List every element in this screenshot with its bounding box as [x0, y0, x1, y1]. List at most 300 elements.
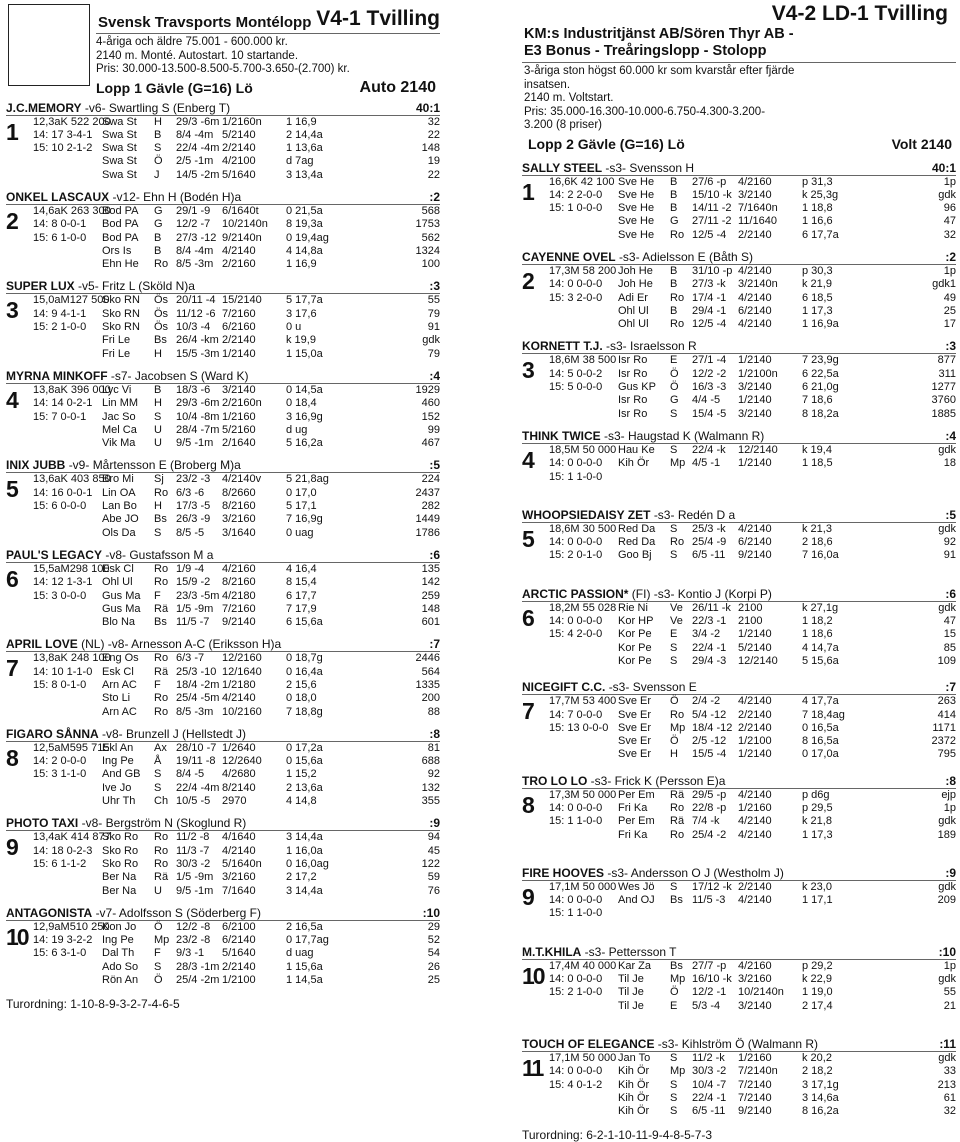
date-cell: 12/2 -1 — [692, 986, 727, 999]
odds-cell: 209 — [937, 894, 956, 907]
start-row — [522, 176, 956, 189]
start-distance-cell: 4/2140 — [738, 815, 772, 828]
record-cell: 15: 6 0-0-0 — [33, 500, 87, 513]
track-cell: B — [154, 383, 162, 396]
driver-cell: Rön An — [102, 974, 139, 987]
odds-cell: 61 — [943, 1091, 956, 1104]
date-cell: 16/10 -k — [692, 973, 732, 986]
result-cell: 7 23,9g — [802, 354, 839, 367]
horse-name: ARCTIC PASSION* — [522, 586, 629, 601]
record-cell — [522, 829, 618, 842]
horse-entry — [6, 548, 440, 629]
horse-info: -s3- Israelsson R — [606, 339, 697, 354]
driver-cell: Ohl Ul — [618, 318, 649, 331]
record-cell: 14: 10 1-1-0 — [33, 665, 93, 678]
date-cell: 27/6 -p — [692, 175, 727, 188]
start-row — [6, 116, 440, 129]
start-distance-cell: 8/2660 — [222, 486, 256, 499]
odds-cell: 45 — [427, 844, 440, 857]
date-cell: 29/4 -1 — [692, 304, 727, 317]
driver-cell: Bod PA — [102, 218, 139, 231]
odds-cell: 263 — [937, 695, 956, 708]
result-cell: k 21,3 — [802, 522, 832, 535]
odds-cell: 213 — [937, 1078, 956, 1091]
driver-cell: Sve He — [618, 188, 655, 201]
horse-entry — [6, 906, 440, 987]
driver-cell: Ors Is — [102, 244, 132, 257]
driver-cell — [618, 471, 670, 484]
start-distance-cell: 1/2140 — [738, 748, 772, 761]
date-cell: 15/5 -3m — [176, 347, 220, 360]
date-cell: 25/3 -10 — [176, 665, 217, 678]
start-distance-cell: 10/2140n — [222, 218, 268, 231]
result-cell: 6 21,0g — [802, 381, 839, 394]
horse-header — [522, 680, 956, 695]
start-row — [6, 142, 440, 155]
odds-cell: 32 — [943, 228, 956, 241]
record-cell: 14: 8 0-0-1 — [33, 218, 87, 231]
horse-odds: :11 — [939, 1036, 956, 1051]
result-cell: 7 18,6 — [802, 394, 833, 407]
odds-cell: 601 — [421, 616, 440, 629]
start-row — [6, 397, 440, 410]
start-row — [6, 218, 440, 231]
result-cell: 8 19,3a — [286, 218, 323, 231]
start-distance-cell: 1/2140 — [738, 628, 772, 641]
start-distance-cell: 12/2160 — [222, 652, 262, 665]
record-cell — [6, 692, 102, 705]
start-distance-cell: 1/2140 — [738, 394, 772, 407]
race-1-horse-list — [6, 101, 440, 988]
track-cell: Ro — [154, 692, 169, 705]
driver-cell: Sve Er — [618, 721, 652, 734]
start-row — [6, 487, 440, 500]
date-cell: 11/3 -7 — [176, 844, 210, 857]
result-cell: 5 17,1 — [286, 500, 317, 513]
record-cell: 17,1M 50 000 — [549, 1051, 617, 1064]
driver-cell: And OJ — [618, 894, 655, 907]
start-distance-cell: 4/2140 — [738, 788, 772, 801]
result-cell: 1 17,3 — [802, 828, 833, 841]
driver-cell: Kih Ör — [618, 1091, 650, 1104]
date-cell: 5/3 -4 — [692, 999, 721, 1012]
start-row — [522, 381, 956, 394]
track-cell: G — [154, 204, 163, 217]
odds-cell: 92 — [943, 536, 956, 549]
track-cell: Bs — [670, 894, 683, 907]
record-cell: 18,5M 50 000 — [549, 443, 617, 456]
track-cell: U — [154, 423, 162, 436]
result-cell: 4 14,7a — [802, 641, 839, 654]
start-row — [6, 692, 440, 705]
driver-cell: Adi Er — [618, 291, 648, 304]
odds-cell: 564 — [421, 665, 440, 678]
horse-name: M.T.KHILA — [522, 944, 582, 959]
record-cell: 15: 6 3-1-0 — [33, 947, 87, 960]
odds-cell: 18 — [943, 457, 956, 470]
track-cell: Rä — [154, 665, 169, 678]
record-cell: 15: 1 0-0-0 — [549, 202, 603, 215]
horse-odds: :5 — [429, 458, 440, 473]
start-row — [6, 782, 440, 795]
start-row — [522, 408, 956, 421]
result-cell: k 20,2 — [802, 1051, 832, 1064]
driver-cell: Wes Jö — [618, 880, 655, 893]
track-cell: Ro — [154, 486, 169, 499]
odds-cell: 311 — [938, 367, 956, 380]
result-cell: 5 17,7a — [286, 294, 323, 307]
start-distance-cell: 8/2160 — [222, 500, 256, 513]
start-number: 2 — [522, 267, 535, 294]
record-cell — [6, 437, 102, 450]
record-cell — [522, 642, 618, 655]
track-cell: B — [154, 231, 162, 244]
date-cell: 17/4 -1 — [692, 291, 727, 304]
date-cell: 8/5 -3m — [176, 258, 214, 271]
track-cell: Ve — [670, 601, 683, 614]
track-cell: Ö — [670, 367, 679, 380]
record-cell: 15: 7 0-0-1 — [33, 410, 87, 423]
driver-cell: And GB — [102, 768, 141, 781]
horse-name: FIRE HOOVES — [522, 865, 605, 880]
start-row — [522, 354, 956, 367]
odds-cell: gdk — [938, 973, 956, 986]
track-cell: Mp — [154, 934, 170, 947]
record-cell — [6, 871, 102, 884]
horse-entry — [6, 101, 440, 182]
start-distance-cell: 1/2180 — [222, 679, 256, 691]
driver-cell: Isr Ro — [618, 367, 648, 380]
record-cell: 15: 4 2-0-0 — [549, 628, 603, 641]
start-number: 3 — [522, 357, 535, 384]
date-cell: 18/4 -12 — [692, 721, 733, 734]
track-cell: G — [154, 218, 163, 231]
date-cell: 10/5 -5 — [176, 795, 211, 808]
result-cell — [802, 907, 854, 920]
result-cell: 0 17,7ag — [286, 934, 329, 947]
horse-entry — [522, 866, 956, 921]
record-cell — [522, 408, 618, 421]
date-cell: 1/5 -9m — [176, 871, 214, 884]
horse-header — [522, 161, 956, 176]
driver-cell: Sve Er — [618, 735, 652, 748]
date-cell: 18/3 -6 — [176, 383, 211, 396]
horse-name: APRIL LOVE — [6, 637, 78, 652]
date-cell: 31/10 -p — [692, 264, 733, 277]
record-cell — [6, 795, 102, 808]
start-distance-cell: 1/2100 — [222, 974, 256, 987]
start-row — [522, 471, 956, 484]
race-2-line — [522, 135, 956, 153]
logo-placeholder — [8, 4, 90, 86]
result-cell: 5 16,2a — [286, 437, 323, 450]
driver-cell: Arn AC — [102, 705, 137, 718]
record-cell — [522, 748, 618, 761]
odds-cell: 148 — [421, 142, 440, 155]
result-cell: k 22,9 — [802, 973, 832, 986]
driver-cell: Isr Ro — [618, 354, 648, 367]
driver-cell: Swa St — [102, 115, 137, 128]
odds-cell: 142 — [421, 576, 440, 589]
track-cell: S — [670, 880, 678, 893]
driver-cell: Kih Ör — [618, 457, 650, 470]
start-row — [522, 394, 956, 407]
driver-cell: Sve Er — [618, 708, 652, 721]
track-cell: Ös — [154, 307, 169, 320]
start-distance-cell: 9/2140n — [222, 231, 262, 244]
horse-entry — [522, 508, 956, 563]
result-cell: 2 17,4 — [802, 999, 833, 1012]
start-row — [522, 894, 956, 907]
horse-name: J.C.MEMORY — [6, 100, 82, 115]
result-cell: 1 16,6 — [802, 215, 833, 228]
result-cell: 0 18,4 — [286, 397, 317, 410]
odds-cell: 2437 — [415, 486, 440, 499]
start-number: 9 — [522, 883, 535, 910]
result-cell: 1 18,8 — [802, 202, 833, 215]
start-row — [6, 169, 440, 182]
date-cell: 15/9 -2 — [176, 576, 211, 589]
date-cell: 6/5 -11 — [692, 549, 726, 562]
odds-cell: 568 — [421, 204, 440, 217]
date-cell: 8/4 -4m — [176, 128, 214, 141]
start-row — [522, 748, 956, 761]
track-cell: E — [670, 628, 678, 641]
track-cell: Ro — [154, 576, 169, 589]
result-cell: 0 18,0 — [286, 692, 317, 705]
horse-info: -s3- Adielsson E (Båth S) — [618, 249, 753, 264]
result-cell: 2 15,6 — [286, 679, 317, 691]
odds-cell: 355 — [421, 795, 440, 808]
track-cell: B — [670, 278, 678, 291]
result-cell: 0 19,4ag — [286, 231, 329, 244]
driver-cell: Sko Ro — [102, 857, 139, 870]
start-distance-cell: 2/2140 — [738, 708, 772, 721]
date-cell: 29/5 -p — [692, 788, 727, 801]
date-cell: 25/4 -9 — [692, 536, 727, 549]
start-distance-cell: 3/2140 — [738, 407, 772, 420]
horse-name: ONKEL LASCAUX — [6, 189, 110, 204]
date-cell: 1/5 -9m — [176, 602, 214, 615]
start-distance-cell: 3/2160 — [738, 973, 772, 986]
driver-cell: Sve Er — [618, 748, 652, 761]
start-distance-cell — [738, 471, 802, 484]
start-distance-cell: 8/2160 — [222, 576, 256, 589]
date-cell: 11/5 -3 — [692, 894, 726, 907]
horse-entry — [6, 458, 440, 539]
result-cell: k 23,0 — [802, 880, 832, 893]
track-cell: Ro — [670, 318, 685, 331]
odds-cell: 54 — [427, 947, 440, 960]
track-cell: B — [670, 304, 678, 317]
result-cell: k 19,4 — [802, 443, 832, 456]
horse-entry — [522, 161, 956, 242]
track-cell: S — [154, 142, 162, 155]
start-number: 8 — [6, 744, 19, 771]
start-distance-cell: 4/2180 — [222, 589, 256, 602]
record-cell — [6, 424, 102, 437]
odds-cell: 1449 — [415, 513, 440, 526]
start-distance-cell: 1/2140 — [222, 347, 256, 360]
start-distance-cell: 4/2100 — [222, 155, 256, 168]
result-cell: p d6g — [802, 788, 830, 801]
result-cell: 6 17,7 — [286, 589, 317, 602]
start-row — [6, 666, 440, 679]
driver-cell: Bod PA — [102, 204, 139, 217]
track-cell — [670, 907, 692, 920]
track-cell: S — [670, 407, 678, 420]
start-number: 6 — [6, 565, 19, 592]
track-cell: Mp — [670, 973, 686, 986]
track-cell: Ch — [154, 795, 169, 808]
driver-cell: Per Em — [618, 815, 655, 828]
start-row — [6, 321, 440, 334]
date-cell: 10/3 -4 — [176, 321, 211, 334]
start-row — [6, 961, 440, 974]
result-cell: 8 15,4 — [286, 576, 317, 589]
result-cell: 1 13,6a — [286, 142, 323, 155]
driver-cell: Uhr Th — [102, 795, 136, 808]
horse-info: -s3- Frick K (Persson E)a — [590, 773, 726, 788]
track-cell: Rä — [154, 871, 169, 884]
start-row — [522, 305, 956, 318]
driver-cell: Bro Mi — [102, 473, 134, 486]
horse-info: (FI) -s3- Kontio J (Korpi P) — [631, 586, 772, 601]
horse-entry — [6, 637, 440, 718]
track-cell: G — [670, 215, 679, 228]
record-cell — [6, 782, 102, 795]
track-cell: S — [670, 654, 678, 667]
driver-cell: Til Je — [618, 986, 644, 999]
result-cell: 1 14,5a — [286, 974, 323, 987]
record-cell: 12,3aK 522 200 — [33, 115, 111, 128]
horse-header — [6, 369, 440, 384]
start-distance-cell: 10/2160 — [222, 705, 262, 718]
driver-cell: Gus Ma — [102, 589, 141, 602]
result-cell: 0 17,0a — [802, 748, 839, 761]
horse-info: -v7- Adolfsson S (Söderberg F) — [95, 905, 261, 920]
record-cell: 15: 3 1-1-0 — [33, 768, 87, 781]
odds-cell: 1171 — [932, 721, 956, 734]
start-distance-cell: 4/2140 — [222, 244, 256, 257]
track-cell: Ro — [154, 857, 169, 870]
date-cell: 29/4 -3 — [692, 654, 727, 667]
horse-header — [6, 279, 440, 294]
horse-odds: :10 — [422, 905, 440, 920]
driver-cell: Joh He — [618, 264, 653, 277]
start-row — [6, 934, 440, 947]
record-cell — [6, 155, 102, 168]
track-cell: F — [154, 947, 161, 960]
odds-cell: 1885 — [931, 407, 956, 420]
start-number: 10 — [522, 962, 544, 989]
start-row — [6, 563, 440, 576]
date-cell: 27/3 -12 — [176, 231, 217, 244]
start-number: 7 — [522, 698, 535, 725]
record-cell: 13,4aK 414 877 — [33, 831, 111, 844]
result-cell: 1 17,1 — [802, 894, 833, 907]
track-cell: Ro — [670, 536, 685, 549]
date-cell: 9/5 -1m — [176, 437, 214, 450]
driver-cell: Ols Da — [102, 526, 136, 539]
track-cell: S — [154, 960, 162, 973]
result-cell: 6 18,5 — [802, 291, 833, 304]
record-cell: 14: 0 0-0-0 — [549, 894, 603, 907]
date-cell: 23/3 -5m — [176, 589, 220, 602]
odds-cell: 100 — [421, 258, 440, 271]
start-row — [522, 695, 956, 708]
result-cell: p 29,2 — [802, 959, 833, 972]
horse-header — [6, 727, 440, 742]
horse-header — [6, 101, 440, 116]
record-cell: 14: 2 2-0-0 — [549, 188, 603, 201]
start-distance-cell: 2/2140 — [738, 228, 772, 241]
driver-cell: Abe JO — [102, 513, 139, 526]
odds-cell: gdk1 — [932, 278, 956, 291]
track-cell: Rä — [670, 815, 685, 828]
odds-cell: 91 — [427, 321, 440, 334]
result-cell: p 30,3 — [802, 264, 833, 277]
odds-cell: 22 — [427, 128, 440, 141]
odds-cell: 132 — [421, 781, 440, 794]
result-cell: 1 18,2 — [802, 615, 833, 628]
odds-cell: 122 — [421, 857, 440, 870]
record-cell: 15: 4 0-1-2 — [549, 1078, 603, 1091]
record-cell — [6, 334, 102, 347]
horse-header — [522, 774, 956, 789]
date-cell: 27/3 -k — [692, 278, 726, 291]
odds-cell: 52 — [427, 934, 440, 947]
date-cell: 16/3 -3 — [692, 381, 727, 394]
record-cell: 14: 0 0-0-0 — [549, 802, 603, 814]
start-row — [6, 921, 440, 934]
track-cell: Ve — [670, 615, 683, 628]
start-distance-cell — [738, 907, 802, 920]
driver-cell: Fri Le — [102, 347, 131, 360]
start-distance-cell: 4/2140 — [738, 894, 772, 907]
horse-odds: :4 — [945, 428, 956, 443]
start-distance-cell: 5/2160 — [222, 423, 256, 436]
track-cell: B — [670, 202, 678, 215]
start-distance-cell: 2100 — [738, 615, 763, 628]
start-row — [522, 523, 956, 536]
odds-cell — [854, 471, 956, 484]
date-cell: 22/4 -k — [692, 443, 726, 456]
start-distance-cell: 12/2640 — [222, 755, 262, 768]
track-cell: Ös — [154, 294, 169, 307]
start-number: 5 — [6, 476, 19, 503]
driver-cell: Kih Ör — [618, 1105, 650, 1118]
date-cell: 4/5 -1 — [692, 457, 721, 470]
record-cell: 12,5aM595 715 — [33, 741, 110, 754]
horse-entry — [522, 587, 956, 668]
race-1-column — [6, 0, 440, 1011]
date-cell: 20/11 -4 — [176, 294, 216, 307]
track-cell: Mp — [670, 1065, 686, 1078]
start-row — [522, 1052, 956, 1065]
race-1-id: V4-1 Tvilling — [316, 7, 440, 30]
horse-odds: :7 — [945, 680, 956, 695]
driver-cell: Kon Jo — [102, 920, 137, 933]
date-cell: 28/4 -7m — [176, 423, 220, 436]
date-cell: 22/4 -1 — [692, 641, 727, 654]
result-cell: 6 22,5a — [802, 367, 839, 380]
driver-cell: Isr Ro — [618, 394, 648, 407]
start-row — [522, 215, 956, 228]
driver-cell: Kor Pe — [618, 654, 652, 667]
horse-info: -v6- Swartling S (Enberg T) — [84, 100, 231, 115]
driver-cell: Ing Pe — [102, 934, 134, 947]
